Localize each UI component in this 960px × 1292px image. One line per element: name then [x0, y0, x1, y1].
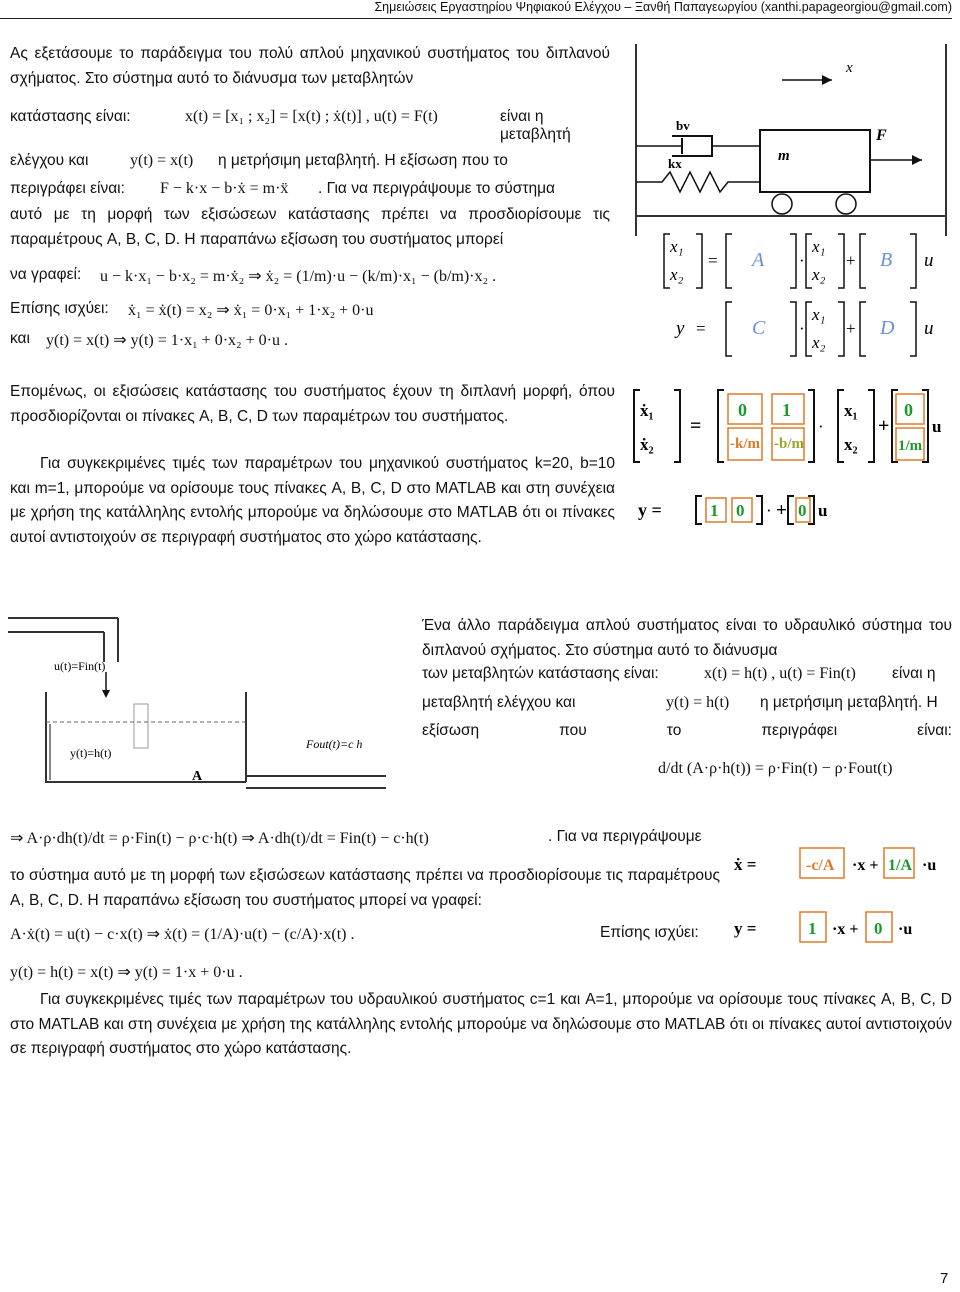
hyd-control-line: [422, 694, 952, 718]
general-state-space-diagram: [660, 230, 950, 385]
state-tail: είναι η μεταβλητή: [500, 108, 571, 143]
svg-text:ẋ₂: ẋ₂: [640, 435, 654, 454]
hyd-ctrl-lead: μεταβλητή ελέγχου και: [422, 694, 576, 711]
fig-x1dot: x₁: [670, 237, 684, 256]
svg-text:·x +: ·x +: [852, 857, 879, 874]
svg-text:x₁: x₁: [844, 401, 858, 420]
svg-text:+: +: [776, 500, 787, 521]
hyd-desc-eq: d/dt (A·ρ·h(t)) = ρ·Fin(t) − ρ·Fout(t): [658, 760, 893, 777]
fig-x2b: x₂: [812, 333, 826, 352]
hyd-eq4: y(t) = h(t) = x(t) ⇒ y(t) = 1·x + 0·u .: [10, 964, 243, 981]
matrix-b2: 1/m: [898, 438, 923, 454]
write-equation: u − k·x₁ − b·x₂ = m·ẋ₂ ⇒ ẋ₂ = (1/m)·u − (k/m)·x₁ − (b/m)·x₂ .: [100, 268, 497, 285]
hyd-state-space-diagram: [730, 842, 950, 958]
fig-y: y: [676, 318, 685, 339]
svg-text:-c/A: -c/A: [806, 857, 835, 874]
state-equation: x(t) = [x₁ ; x₂] = [x(t) ; ẋ(t)] , u(t) = F(t): [185, 108, 438, 125]
matrix-a11: 0: [738, 400, 747, 420]
tank-out-label: Fout(t)=c h: [306, 737, 363, 751]
hyd-state-tail: είναι η: [892, 665, 936, 682]
hyd-meas-equation: y(t) = h(t): [666, 694, 730, 711]
general-state-space-figure: [660, 230, 950, 385]
svg-text:=: =: [690, 415, 702, 437]
svg-text:y =: y =: [638, 500, 662, 520]
svg-text:y =: y =: [734, 919, 757, 938]
ctrl-tail: η μετρήσιμη μεταβλητή. Η εξίσωση που το: [218, 152, 508, 169]
svg-text:u: u: [932, 417, 942, 436]
hyd-intro: Ένα άλλο παράδειγμα απλού συστήματος είναι το υδραυλικό σύστημα του διπλανού σχήματος. Στο σύστημα αυτό το διάνυσμα: [422, 617, 952, 659]
mech-and-line: [10, 330, 610, 354]
hyd-eq3-line: [10, 924, 720, 950]
hyd-state-line: [422, 665, 952, 689]
matrix-a22: -b/m: [774, 436, 804, 452]
svg-text:1: 1: [808, 919, 817, 938]
page-number: 7: [940, 1270, 949, 1287]
header-text: Σημειώσεις Εργαστηρίου Ψηφιακού Ελέγχου – Ξανθή Παπαγεωργίου (xanthi.papageorgiou@gmail.com): [374, 0, 952, 14]
fig-u2: u: [924, 318, 934, 339]
svg-text:·u: ·u: [898, 921, 913, 938]
numeric-state-space-figure: [632, 386, 950, 546]
page-header: [0, 0, 952, 19]
fig-x1: x₁: [812, 237, 826, 256]
desc-lead: περιγράφει είναι:: [10, 180, 125, 197]
desc-tail: . Για να περιγράψουμε το σύστημα: [318, 180, 555, 197]
mech-desc-line: [10, 180, 610, 204]
water-tank-diagram: [6, 612, 246, 802]
hyd-also: Επίσης ισχύει:: [600, 924, 699, 941]
mass-spring-damper-diagram: [632, 40, 950, 240]
fig-label-F: F: [876, 127, 887, 144]
and-lead: και: [10, 330, 30, 347]
fig-label-m: m: [778, 148, 790, 164]
svg-text:·: ·: [799, 319, 805, 338]
tank-figure-right: [236, 676, 386, 796]
svg-text:ẋ₁: ẋ₁: [640, 401, 654, 420]
svg-text:+: +: [846, 251, 856, 270]
fig-D: D: [880, 317, 895, 339]
hyd-desc: εξίσωση που το περιγράφει είναι:: [422, 722, 952, 739]
svg-text:=: =: [696, 319, 706, 338]
hyd-ctrl-tail: η μετρήσιμη μεταβλητή. Η: [760, 694, 938, 711]
fig-label-bv: bv: [676, 118, 690, 133]
tank-figure: [6, 612, 246, 802]
svg-text:x₂: x₂: [844, 435, 858, 454]
also-equation: ẋ₁ = ẋ(t) = x₂ ⇒ ẋ₁ = 0·x₁ + 1·x₂ + 0·u: [128, 302, 374, 319]
mech-figure: [632, 40, 950, 240]
write-lead: να γραφεί:: [10, 266, 82, 283]
hyd-matlab-para: Για συγκεκριμένες τιμές των παραμέτρων του υδραυλικού συστήματος c=1 και A=1, μπορούμε να ορίσουμε τους πίνακες A, B, C, D στο MATLAB και στη συνέχεια με χρήση της κατάλληλης εντολής μπορούμε να δηλώσουμε στο MATLAB ότι οι πίνακες αυτοί αντιστοιχούν σε περιγραφή συστήματος στο χώρο κατάστασης.: [10, 991, 952, 1057]
matrix-d: 0: [798, 501, 807, 520]
fig-label-kx: kx: [668, 156, 682, 171]
fig-B: B: [880, 249, 893, 271]
fig-label-x: x: [846, 60, 853, 76]
tank-u-label: u(t)=Fin(t): [54, 659, 106, 673]
hyd-state-lead: των μεταβλητών κατάστασης είναι:: [422, 665, 659, 682]
svg-text:1/A: 1/A: [888, 857, 912, 874]
svg-text:·: ·: [818, 417, 824, 436]
desc-equation: F − k·x − b·ẋ = m·ẍ: [160, 180, 289, 197]
hyd-desc-line: [422, 722, 952, 746]
matrix-c2: 0: [736, 501, 745, 520]
tank-area-label: A: [192, 769, 203, 784]
mech-control-line: [10, 152, 610, 176]
matrix-b1: 0: [904, 400, 913, 420]
svg-text:·u: ·u: [922, 857, 937, 874]
matrix-a12: 1: [782, 400, 791, 420]
meas-equation: y(t) = x(t): [130, 152, 194, 169]
svg-text:·: ·: [799, 251, 805, 270]
svg-text:·: ·: [766, 501, 772, 520]
fig-A: A: [752, 249, 765, 271]
svg-text:ẋ =: ẋ =: [734, 855, 757, 874]
svg-text:0: 0: [874, 919, 883, 938]
hyd-eq2-tail: . Για να περιγράψουμε: [548, 828, 702, 845]
hyd-eq3: A·ẋ(t) = u(t) − c·x(t) ⇒ ẋ(t) = (1/A)·u(t) − (c/A)·x(t) .: [10, 926, 355, 943]
numeric-state-space-diagram: [632, 386, 950, 546]
hyd-eq2: ⇒ A·ρ·dh(t)/dt = ρ·Fin(t) − ρ·c·h(t) ⇒ A·dh(t)/dt = Fin(t) − c·h(t): [10, 830, 429, 847]
fig-x2dot: x₂: [670, 265, 684, 284]
svg-text:u: u: [818, 501, 828, 520]
svg-text:+: +: [846, 319, 856, 338]
fig-x2: x₂: [812, 265, 826, 284]
fig-C: C: [752, 317, 766, 339]
mech-state-line: [10, 106, 610, 143]
and-equation: y(t) = x(t) ⇒ y(t) = 1·x₁ + 0·x₂ + 0·u .: [46, 332, 288, 349]
matrix-c1: 1: [710, 501, 719, 520]
matrix-a21: -k/m: [730, 436, 760, 452]
fig-u1: u: [924, 250, 934, 271]
hyd-state-space-figure: [730, 842, 950, 958]
mech-also-line: [10, 300, 610, 324]
tank-y-label: y(t)=h(t): [70, 746, 112, 760]
hyd-params: το σύστημα αυτό με τη μορφή των εξισώσεων κατάστασης πρέπει να προσδιορίσουμε τις παραμέτρους A, B, C, D. Η παραπάνω εξίσωση του συστήματος μπορεί να γραφεί:: [10, 867, 720, 909]
ctrl-lead: ελέγχου και: [10, 152, 89, 169]
hyd-state-equation: x(t) = h(t) , u(t) = Fin(t): [704, 665, 856, 682]
fig-x1b: x₁: [812, 305, 826, 324]
also-lead: Επίσης ισχύει:: [10, 300, 109, 317]
mech-matlab-para: Για συγκεκριμένες τιμές των παραμέτρων του μηχανικού συστήματος k=20, b=10 και m=1, μπορούμε να ορίσουμε τους πίνακες A, B, C, D στο MATLAB και στη συνέχεια με χρήση της κατάλληλης εντολής μπορούμε να δηλώσουμε στο MATLAB ότι οι πίνακες αυτοί αντιστοιχούν σε περιγραφή συστήματος στο χώρο κατάστασης.: [10, 455, 615, 546]
mech-write-line: [10, 262, 610, 292]
state-lead: κατάστασης είναι:: [10, 108, 131, 125]
tank-outflow-diagram: [236, 676, 386, 796]
mech-matrices-para: Επομένως, οι εξισώσεις κατάστασης του συστήματος έχουν τη διπλανή μορφή, όπου προσδιορίζονται οι πίνακες A, B, C, D των παραμέτρων του συστήματος.: [10, 383, 615, 425]
svg-text:·x +: ·x +: [832, 921, 859, 938]
svg-text:+: +: [878, 415, 890, 437]
mech-params: αυτό με τη μορφή των εξισώσεων κατάστασης πρέπει να προσδιορίσουμε τις παραμέτρους A, B, C, D. Η παραπάνω εξίσωση του συστήματος μπορεί: [10, 206, 610, 248]
mech-intro: Ας εξετάσουμε το παράδειγμα του πολύ απλού μηχανικού συστήματος του διπλανού σχήματος. Στο σύστημα αυτό το διάνυσμα των μεταβλητών: [10, 45, 610, 87]
svg-text:=: =: [708, 251, 718, 270]
